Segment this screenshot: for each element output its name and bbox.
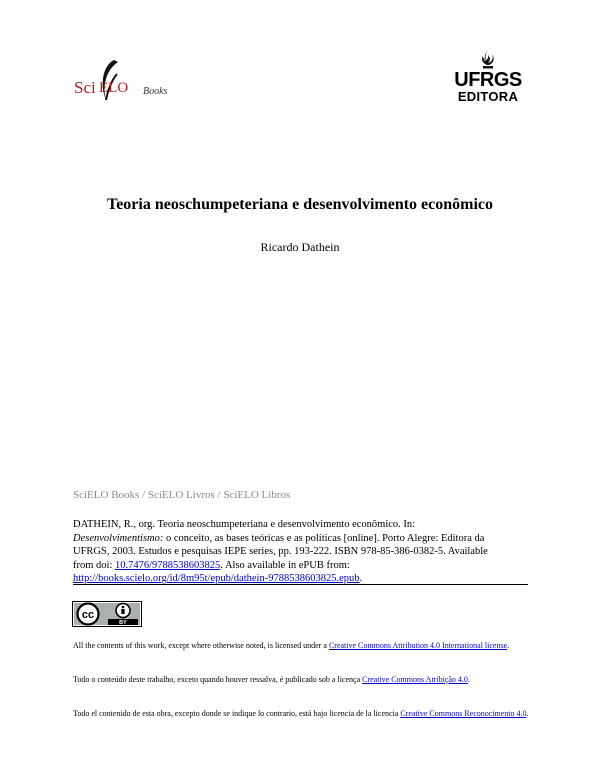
cc-symbol-text: cc: [81, 609, 95, 621]
scielo-logo-elo: ELO: [99, 80, 129, 96]
license-english-end: .: [507, 641, 510, 650]
citation-line-2-rest: o conceito, as bases teóricas e as políticas [online]. Porto Alegre: Editora da: [163, 532, 485, 544]
license-portuguese-text: Todo o conteúdo deste trabalho, exceto quando houver ressalva, é publicado sob a licença: [73, 675, 363, 684]
ufrgs-wordmark: UFRGS: [454, 69, 522, 91]
citation-line-1: DATHEIN, R., org. Teoria neoschumpeteriana e desenvolvimento econômico. In:: [73, 519, 416, 530]
scielo-logo-books: Books: [143, 86, 168, 97]
license-english: [73, 641, 533, 651]
cc-by-badge[interactable]: [72, 601, 142, 627]
editora-wordmark: EDITORA: [457, 89, 519, 104]
epub-link[interactable]: http://books.scielo.org/id/8m95t/epub/dathein-9788538603825.epub: [73, 573, 360, 585]
book-chapter-title: Teoria neoschumpeteriana e desenvolvimento econômico: [106, 196, 494, 213]
scielo-logo-sci: Sci: [74, 78, 96, 97]
scielo-series-line: SciELO Books / SciELO Livros / SciELO Libros: [73, 489, 291, 501]
license-english-text: All the contents of this work, except where otherwise noted, is licensed under a: [73, 641, 329, 650]
license-spanish-end: .: [526, 709, 529, 718]
license-english-link[interactable]: Creative Commons Attribution 4.0 International license: [328, 641, 508, 650]
license-portuguese: [73, 675, 533, 685]
author-name: Ricardo Dathein: [260, 240, 340, 254]
citation-line-2: [73, 532, 533, 546]
scielo-books-logo: [70, 56, 190, 106]
cc-by-icon: [72, 601, 142, 627]
citation-doi-prefix: from doi:: [73, 559, 115, 571]
cc-by-label: BY: [119, 620, 127, 626]
license-spanish: [73, 709, 533, 719]
citation-block: [73, 518, 533, 586]
citation-epub-prefix: . Also available in ePUB from:: [220, 559, 350, 571]
section-divider: [73, 584, 528, 585]
citation-line-3: UFRGS, 2003. Estudos e pesquisas IEPE series, pp. 193-222. ISBN 978-85-386-0382-5. Available: [73, 546, 488, 558]
license-spanish-text: Todo el contenido de esta obra, excepto donde se indique lo contrario, está bajo licencia de la licencia: [73, 709, 401, 718]
license-spanish-link[interactable]: Creative Commons Reconocimento 4.0: [400, 709, 527, 718]
citation-line-4: [73, 559, 533, 573]
ufrgs-flame-icon: [477, 50, 499, 70]
citation-book-title: Desenvolvimentismo:: [73, 532, 164, 544]
license-portuguese-link[interactable]: Creative Commons Atribição 4.0: [362, 675, 468, 684]
citation-end-period: .: [359, 573, 363, 585]
doi-link[interactable]: 10.7476/9788538603825: [115, 559, 221, 571]
license-portuguese-end: .: [467, 675, 470, 684]
ufrgs-editora-logo: [452, 50, 524, 112]
